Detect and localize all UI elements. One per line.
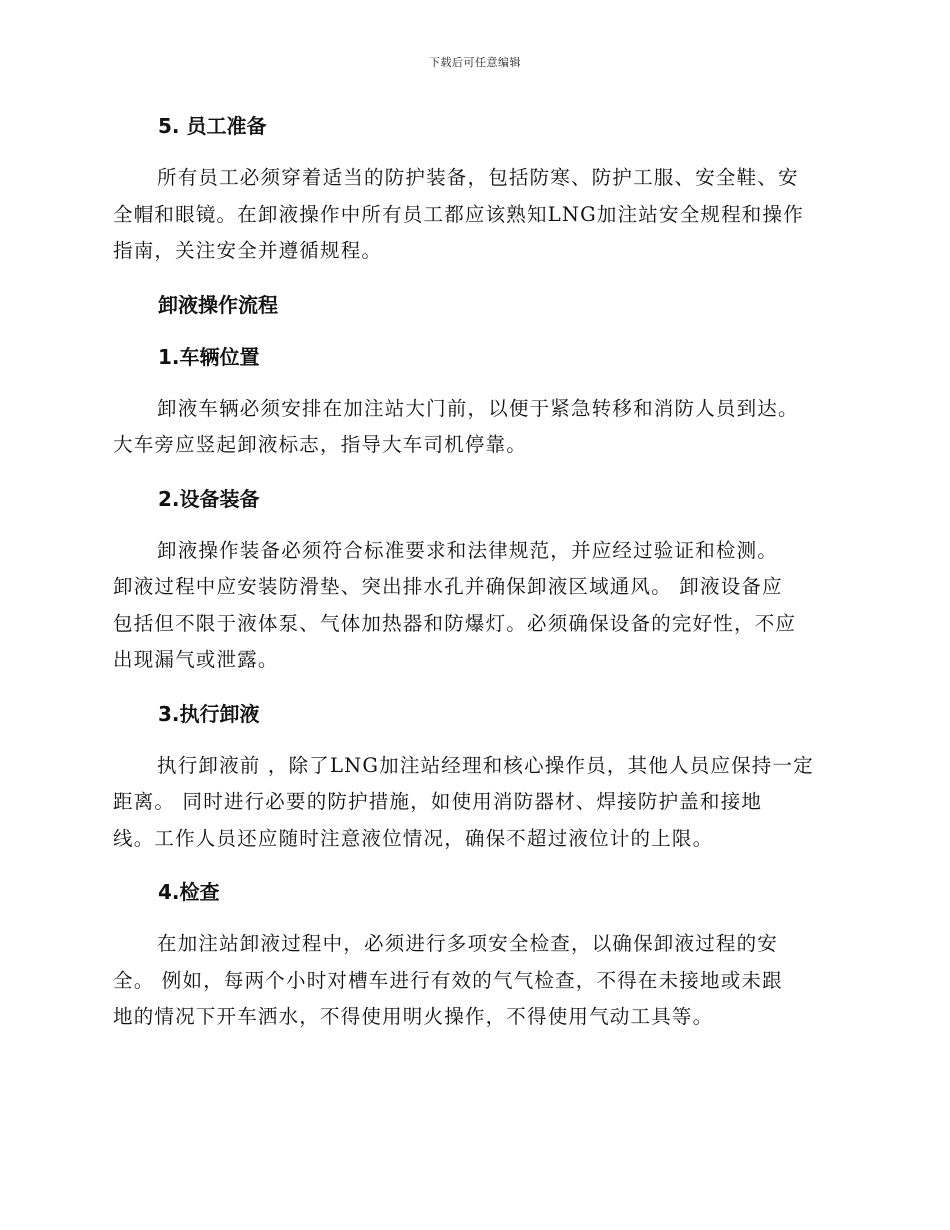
paragraph-line: 卸液车辆必须安排在加注站大门前，以便于紧急转移和消防人员到达。 bbox=[157, 396, 799, 420]
document-body bbox=[113, 108, 839, 1053]
section-heading-unloading-process: 卸液操作流程 bbox=[158, 292, 278, 317]
paragraph-equipment bbox=[113, 533, 839, 679]
paragraph-line: 地的情况下开车洒水，不得使用明火操作，不得使用气动工具等。 bbox=[113, 1005, 714, 1028]
section-heading-staff-prep: 5. 员工准备 bbox=[158, 114, 267, 138]
paragraph-line: 出现漏气或泄露。 bbox=[113, 648, 279, 671]
paragraph-line: 包括但不限于液体泵、气体加热器和防爆灯。必须确保设备的完好性，不应 bbox=[113, 611, 797, 635]
paragraph-vehicle-position bbox=[113, 391, 839, 464]
paragraph-line: 在加注站卸液过程中，必须进行多项安全检查，以确保卸液过程的安 bbox=[157, 932, 779, 955]
section-heading-execute-unloading: 3.执行卸液 bbox=[158, 701, 260, 726]
paragraph-execute-unloading bbox=[113, 748, 839, 858]
paragraph-line: 全。 例如，每两个小时对槽车进行有效的气气检查，不得在未接地或未跟 bbox=[113, 968, 783, 992]
section-heading-inspection: 4.检查 bbox=[158, 880, 220, 904]
paragraph-staff-prep bbox=[113, 160, 839, 270]
paragraph-line: 卸液过程中应安装防滑垫、突出排水孔并确保卸液区域通风。 卸液设备应 bbox=[113, 575, 783, 598]
header-note: 下载后可任意编辑 bbox=[429, 56, 521, 69]
paragraph-line: 执行卸液前 ，除了LNG加注站经理和核心操作员，其他人员应保持一定 bbox=[157, 753, 814, 777]
paragraph-line: 全帽和眼镜。在卸液操作中所有员工都应该熟知LNG加注站安全规程和操作 bbox=[113, 202, 804, 226]
paragraph-line: 指南，关注安全并遵循规程。 bbox=[113, 239, 383, 262]
paragraph-line: 距离。 同时进行必要的防护措施，如使用消防器材、焊接防护盖和接地 bbox=[113, 790, 763, 813]
paragraph-line: 所有员工必须穿着适当的防护装备，包括防寒、防护工服、安全鞋、安 bbox=[157, 166, 799, 189]
paragraph-line: 大车旁应竖起卸液标志，指导大车司机停靠。 bbox=[113, 433, 528, 456]
section-heading-vehicle-position: 1.车辆位置 bbox=[158, 344, 260, 369]
section-heading-equipment: 2.设备装备 bbox=[158, 486, 260, 511]
paragraph-inspection bbox=[113, 926, 839, 1036]
paragraph-line: 卸液操作装备必须符合标准要求和法律规范，并应经过验证和检测。 bbox=[157, 538, 779, 562]
paragraph-line: 线。工作人员还应随时注意液位情况，确保不超过液位计的上限。 bbox=[113, 826, 714, 850]
